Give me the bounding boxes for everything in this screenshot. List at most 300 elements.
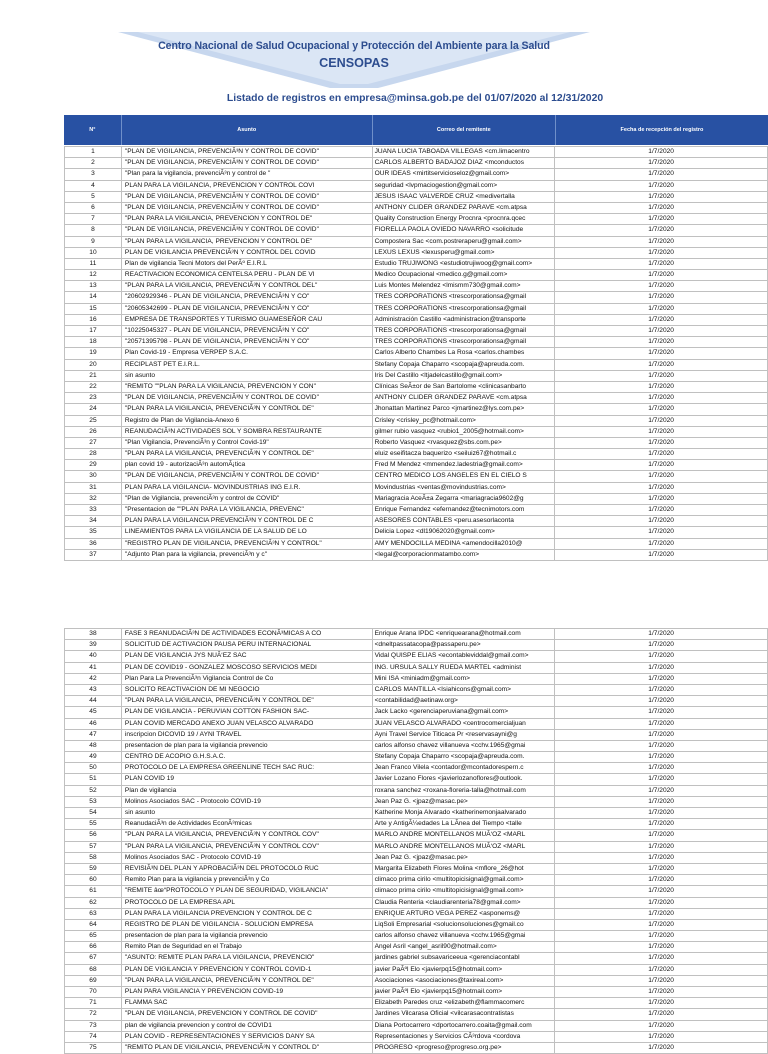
- row-number: 22: [65, 382, 122, 392]
- row-number: 68: [65, 965, 122, 975]
- row-sender: Diana Portocarrero <dportocarrero.coaita@gmail.com: [373, 1021, 556, 1031]
- row-number: 7: [65, 214, 122, 224]
- row-date: 1/7/2020: [555, 763, 768, 773]
- row-subject: "PLAN DE VIGILANCIA, PREVENCIÃ³N Y CONTROL DE COVID": [122, 192, 373, 202]
- table-row: [64, 158, 768, 169]
- table-row: [64, 942, 768, 953]
- row-subject: "PLAN PARA LA VIGILANCIA, PREVENCIÃ³N Y CONTROL DE": [122, 404, 373, 414]
- row-subject: "PLAN DE VIGILANCIA, PREVENCIÃ³N Y CONTROL DE COVID": [122, 147, 373, 157]
- row-subject: Remito Plan de Seguridad en el Trabajo: [122, 942, 373, 952]
- row-date: 1/7/2020: [555, 797, 768, 807]
- row-subject: "PLAN PARA LA VIGILANCIA, PREVENCIÃ³N Y CONTROL COV": [122, 830, 373, 840]
- table-row: [64, 842, 768, 853]
- row-date: 1/7/2020: [555, 998, 768, 1008]
- row-subject: PLAN DE COVID19 - GONZALEZ MOSCOSO SERVICIOS MEDI: [122, 663, 373, 673]
- row-date: 1/7/2020: [555, 147, 768, 157]
- row-subject: EMPRESA DE TRANSPORTES Y TURISMO GUAMESEÑOR CAU: [122, 315, 373, 325]
- row-number: 26: [65, 427, 122, 437]
- table-row: [64, 225, 768, 236]
- row-date: 1/7/2020: [555, 830, 768, 840]
- table-row: [64, 505, 768, 516]
- table-row: [64, 965, 768, 976]
- table-row: [64, 449, 768, 460]
- row-subject: FLAMMA SAC: [122, 998, 373, 1008]
- row-date: 1/7/2020: [555, 416, 768, 426]
- row-date: 1/7/2020: [555, 842, 768, 852]
- row-number: 12: [65, 270, 122, 280]
- row-sender: carlos alfonso chavez villanueva <cchv.1965@gmai: [373, 931, 556, 941]
- table-row: [64, 953, 768, 964]
- row-date: 1/7/2020: [555, 158, 768, 168]
- table-row: [64, 460, 768, 471]
- row-date: 1/7/2020: [555, 315, 768, 325]
- row-subject: sin asunto: [122, 808, 373, 818]
- table-row: [64, 674, 768, 685]
- row-date: 1/7/2020: [555, 360, 768, 370]
- table-row: [64, 663, 768, 674]
- row-number: 14: [65, 292, 122, 302]
- row-subject: Molinos Asociados SAC - Protocolo COVID-19: [122, 853, 373, 863]
- row-number: 33: [65, 505, 122, 515]
- row-subject: REANUDACIÃ³N ACTIVIDADES SOL Y SOMBRA RESTAURANTE: [122, 427, 373, 437]
- row-date: 1/7/2020: [555, 371, 768, 381]
- row-number: 51: [65, 774, 122, 784]
- row-subject: "ASUNTO: REMITE PLAN PARA LA VIGILANCIA, PREVENCIO": [122, 953, 373, 963]
- row-date: 1/7/2020: [555, 1021, 768, 1031]
- row-subject: Plan de vigilancia Tecni Motors del PerÃº E.I.R.L: [122, 259, 373, 269]
- row-subject: REACTIVACION ECONOMICA CENTELSA PERU - PLAN DE VI: [122, 270, 373, 280]
- row-subject: "PLAN PARA LA VIGILANCIA, PREVENCIÃ³N Y CONTROL DE": [122, 696, 373, 706]
- row-date: 1/7/2020: [555, 214, 768, 224]
- row-sender: CARLOS MANTILLA <Isiahicons@gmail.com>: [373, 685, 556, 695]
- row-sender: Carlos Alberto Chambes La Rosa <carlos.chambes: [373, 348, 556, 358]
- row-subject: Remito Plan para la vigilancia y prevenciÃ³n y Co: [122, 875, 373, 885]
- row-date: 1/7/2020: [555, 1009, 768, 1019]
- table-row: [64, 516, 768, 527]
- table-row: [64, 438, 768, 449]
- row-number: 44: [65, 696, 122, 706]
- row-date: 1/7/2020: [555, 853, 768, 863]
- row-number: 38: [65, 629, 122, 639]
- row-sender: TRES CORPORATIONS <trescorporationsa@gmail: [373, 304, 556, 314]
- row-sender: JESUS ISAAC VALVERDE CRUZ <medivertalla: [373, 192, 556, 202]
- row-number: 34: [65, 516, 122, 526]
- column-header-subject: Asunto: [122, 115, 373, 145]
- row-subject: "PLAN DE VIGILANCIA, PREVENCIÃ³N Y CONTROL DE COVID": [122, 158, 373, 168]
- row-sender: Enrique Fernandez <efernandez@tecnimotors.com: [373, 505, 556, 515]
- row-sender: CENTRO MEDICO LOS ANGELES EN EL CIELO S: [373, 471, 556, 481]
- row-sender: LiqSoli Empresarial <solucionsoluciones@gmail.co: [373, 920, 556, 930]
- row-sender: jardines gabriel subsavariceeua <gerenciacontabl: [373, 953, 556, 963]
- row-date: 1/7/2020: [555, 685, 768, 695]
- row-date: 1/7/2020: [555, 550, 768, 560]
- row-sender: Arte y AntigÃ¼edades La LÃnea del Tiempo <talle: [373, 819, 556, 829]
- row-date: 1/7/2020: [555, 326, 768, 336]
- row-number: 72: [65, 1009, 122, 1019]
- table-row: [64, 886, 768, 897]
- table-row: [64, 494, 768, 505]
- listing-title: Listado de registros en empresa@minsa.gob.pe del 01/07/2020 al 12/31/2020: [226, 93, 604, 104]
- row-sender: CARLOS ALBERTO BADAJOZ DIAZ <mconductos: [373, 158, 556, 168]
- table-row: [64, 248, 768, 259]
- table-row: [64, 976, 768, 987]
- row-number: 17: [65, 326, 122, 336]
- row-subject: "Presentacion de ""PLAN PARA LA VIGILANCIA, PREVENC": [122, 505, 373, 515]
- row-date: 1/7/2020: [555, 449, 768, 459]
- table-row: [64, 326, 768, 337]
- row-date: 1/7/2020: [555, 516, 768, 526]
- table-row: [64, 1009, 768, 1020]
- row-date: 1/7/2020: [555, 203, 768, 213]
- row-number: 43: [65, 685, 122, 695]
- row-subject: "10225045327 - PLAN DE VIGILANCIA, PREVENCIÃ³N Y CO": [122, 326, 373, 336]
- row-sender: eluiz eseifitacza baquerizo <seiluiz67@hotmail.c: [373, 449, 556, 459]
- row-sender: Stefany Copaja Chaparro <scopaja@apreuda.com.: [373, 752, 556, 762]
- row-date: 1/7/2020: [555, 953, 768, 963]
- row-sender: Representaciones y Servicios CÃ³rdova <cordova: [373, 1032, 556, 1042]
- row-subject: Registro de Plan de Vigilancia-Anexo 6: [122, 416, 373, 426]
- institution-acronym: CENSOPAS: [319, 56, 389, 70]
- row-date: 1/7/2020: [555, 494, 768, 504]
- row-subject: PLAN COVID MERCADO ANEXO JUAN VELASCO ALVARADO: [122, 719, 373, 729]
- table-row: [64, 483, 768, 494]
- row-number: 2: [65, 158, 122, 168]
- row-date: 1/7/2020: [555, 741, 768, 751]
- row-date: 1/7/2020: [555, 696, 768, 706]
- row-date: 1/7/2020: [555, 707, 768, 717]
- row-sender: ANTHONY CLIDER GRANDEZ PARAVE <cm.atpsa: [373, 203, 556, 213]
- row-sender: Fred M Mendez <mmendez.ladestria@gmail.com>: [373, 460, 556, 470]
- table-row: [64, 1021, 768, 1032]
- row-number: 64: [65, 920, 122, 930]
- table-row: [64, 819, 768, 830]
- row-date: 1/7/2020: [555, 1032, 768, 1042]
- column-header-sender: Correo del remitente: [373, 115, 556, 145]
- row-subject: PLAN COVID - REPRESENTACIONES Y SERVICIOS DANY SA: [122, 1032, 373, 1042]
- row-date: 1/7/2020: [555, 483, 768, 493]
- row-date: 1/7/2020: [555, 864, 768, 874]
- row-sender: Jack Lacko <gerenciaperuviana@gmail.com>: [373, 707, 556, 717]
- row-subject: "REMITE âœ“PROTOCOLO Y PLAN DE SEGURIDAD, VIGILANCIA": [122, 886, 373, 896]
- row-subject: SOLICITUD DE ACTIVACION PAUSA PERU INTERNACIONAL: [122, 640, 373, 650]
- row-number: 24: [65, 404, 122, 414]
- row-subject: PLAN DE VIGILANCIA PREVENCIÃ³N Y CONTROL DEL COVID: [122, 248, 373, 258]
- row-sender: Jhonattan Martinez Parco <jmartinez@lys.com.pe>: [373, 404, 556, 414]
- table-row: [64, 730, 768, 741]
- row-subject: PLAN PARA VIGILANCIA Y PREVENCION COVID-19: [122, 987, 373, 997]
- row-sender: Jean Paz G. <jpaz@masac.pe>: [373, 853, 556, 863]
- row-subject: "PLAN PARA LA VIGILANCIA, PREVENCIÃ³N Y CONTROL DE": [122, 976, 373, 986]
- table-row: [64, 427, 768, 438]
- row-number: 60: [65, 875, 122, 885]
- table-row: [64, 741, 768, 752]
- row-sender: Quality Construction Energy Procnra <procnra.qcec: [373, 214, 556, 224]
- row-date: 1/7/2020: [555, 237, 768, 247]
- row-sender: TRES CORPORATIONS <trescorporationsa@gmail: [373, 337, 556, 347]
- row-subject: PLAN PARA LA VIGILANCIA PREVENCIÃ³N Y CONTROL DE C: [122, 516, 373, 526]
- row-subject: REVISIÃ³N DEL PLAN Y APROBACIÃ³N DEL PROTOCOLO RUC: [122, 864, 373, 874]
- row-sender: javier PaÃºl Elo <javierpq15@hotmail.com>: [373, 965, 556, 975]
- row-number: 30: [65, 471, 122, 481]
- row-number: 16: [65, 315, 122, 325]
- row-date: 1/7/2020: [555, 270, 768, 280]
- table-row: [64, 382, 768, 393]
- row-date: 1/7/2020: [555, 404, 768, 414]
- table-row: [64, 192, 768, 203]
- row-number: 74: [65, 1032, 122, 1042]
- row-number: 56: [65, 830, 122, 840]
- row-sender: Clínicas SeÃ±or de San Bartolome <clinicasanbarto: [373, 382, 556, 392]
- row-number: 67: [65, 953, 122, 963]
- row-subject: SOLICITO REACTIVACION DE MI NEGOCIO: [122, 685, 373, 695]
- row-subject: "REMITO ""PLAN PARA LA VIGILANCIA, PREVENCION Y CON": [122, 382, 373, 392]
- row-date: 1/7/2020: [555, 898, 768, 908]
- records-table-part-1: [64, 146, 768, 561]
- table-row: [64, 237, 768, 248]
- row-subject: "PLAN PARA LA VIGILANCIA, PREVENCION Y CONTROL DE": [122, 214, 373, 224]
- table-row: [64, 1032, 768, 1043]
- row-number: 6: [65, 203, 122, 213]
- row-sender: Javier Lozano Flores <javierlozanoflores@outlook.: [373, 774, 556, 784]
- table-row: [64, 830, 768, 841]
- table-row: [64, 281, 768, 292]
- row-number: 27: [65, 438, 122, 448]
- table-row: [64, 214, 768, 225]
- row-subject: FASE 3 REANUDACIÃ³N DE ACTIVIDADES ECONÃ³MICAS A CO: [122, 629, 373, 639]
- row-date: 1/7/2020: [555, 259, 768, 269]
- table-row: [64, 752, 768, 763]
- row-sender: MARLO ANDRE MONTELLANOS MUÃ‘OZ <MARL: [373, 842, 556, 852]
- row-subject: plan covid 19 - autorizaciÃ³n automÃ¡tica: [122, 460, 373, 470]
- row-sender: Administración Castillo <administracion@transporte: [373, 315, 556, 325]
- row-sender: Movindustrias <ventas@movindustrias.com>: [373, 483, 556, 493]
- row-number: 71: [65, 998, 122, 1008]
- row-number: 58: [65, 853, 122, 863]
- row-sender: Margarita Elizabeth Flores Molina <mflore_26@hot: [373, 864, 556, 874]
- row-number: 40: [65, 651, 122, 661]
- table-row: [64, 853, 768, 864]
- row-sender: JUAN VELASCO ALVARADO <centrocomercialjuan: [373, 719, 556, 729]
- row-subject: "PLAN DE VIGILANCIA, PREVENCION Y CONTROL DE COVID": [122, 1009, 373, 1019]
- table-row: [64, 987, 768, 998]
- row-number: 35: [65, 527, 122, 537]
- row-sender: TRES CORPORATIONS <trescorporationsa@gmail: [373, 292, 556, 302]
- row-date: 1/7/2020: [555, 181, 768, 191]
- row-number: 57: [65, 842, 122, 852]
- row-subject: "Plan Vigilancia, PrevenciÃ³n y Control Covid-19": [122, 438, 373, 448]
- row-number: 47: [65, 730, 122, 740]
- row-sender: Katherine Monja Alvarado <katherinemonjaalvarado: [373, 808, 556, 818]
- column-header-date: Fecha de recepción del registro: [620, 127, 704, 133]
- row-number: 69: [65, 976, 122, 986]
- row-sender: Jean Paz G. <jpaz@masac.pe>: [373, 797, 556, 807]
- row-subject: "Plan de Vigilancia, prevenciÃ³n y control de COVID": [122, 494, 373, 504]
- row-number: 10: [65, 248, 122, 258]
- row-sender: Iris Del Castillo <ltjadelcastillo@gmail.com>: [373, 371, 556, 381]
- row-date: 1/7/2020: [555, 427, 768, 437]
- row-subject: "PLAN DE VIGILANCIA, PREVENCIÃ³N Y CONTROL DE COVID": [122, 203, 373, 213]
- row-subject: PLAN PARA LA VIGILANCIA, PREVENCION Y CONTROL COVI: [122, 181, 373, 191]
- row-subject: Plan Para La PrevenciÃ³n Vigilancia Control de Co: [122, 674, 373, 684]
- row-sender: Luis Montes Melendez <lmismm730@gmail.com>: [373, 281, 556, 291]
- row-date: 1/7/2020: [555, 527, 768, 537]
- row-number: 32: [65, 494, 122, 504]
- row-number: 31: [65, 483, 122, 493]
- row-number: 46: [65, 719, 122, 729]
- row-sender: gilmer rubio vasquez <rubio1_2005@hotmail.com>: [373, 427, 556, 437]
- table-row: [64, 203, 768, 214]
- table-row: [64, 337, 768, 348]
- row-subject: "Adjunto Plan para la vigilancia, prevenciÃ³n y c": [122, 550, 373, 560]
- row-date: 1/7/2020: [555, 774, 768, 784]
- row-sender: JUANA LUCIA TABOADA VILLEGAS <cm.limacentro: [373, 147, 556, 157]
- row-subject: "PLAN PARA LA VIGILANCIA, PREVENCIÃ³N Y CONTROL DE": [122, 449, 373, 459]
- row-date: 1/7/2020: [555, 460, 768, 470]
- row-sender: ENRIQUE ARTURO VEGA PEREZ <asponems@: [373, 909, 556, 919]
- row-date: 1/7/2020: [555, 505, 768, 515]
- row-sender: FIORELLA PAOLA OVIEDO NAVARRO <solicitude: [373, 225, 556, 235]
- row-subject: "PLAN PARA LA VIGILANCIA, PREVENCIÃ³N Y CONTROL DEL": [122, 281, 373, 291]
- row-number: 23: [65, 393, 122, 403]
- row-number: 4: [65, 181, 122, 191]
- row-date: 1/7/2020: [555, 965, 768, 975]
- row-date: 1/7/2020: [555, 987, 768, 997]
- row-sender: Elizabeth Paredes cruz <elizabeth@flammacomerc: [373, 998, 556, 1008]
- table-row: [64, 259, 768, 270]
- row-subject: "20571395798 - PLAN DE VIGILANCIA, PREVENCIÃ³N Y CO": [122, 337, 373, 347]
- row-subject: "PLAN PARA LA VIGILANCIA, PREVENCION Y CONTROL DE": [122, 237, 373, 247]
- table-row: [64, 763, 768, 774]
- row-subject: PROTOCOLO DE LA EMPRESA GREENLINE TECH SAC RUC:: [122, 763, 373, 773]
- table-row: [64, 685, 768, 696]
- row-date: 1/7/2020: [555, 886, 768, 896]
- row-date: 1/7/2020: [555, 382, 768, 392]
- table-row: [64, 931, 768, 942]
- row-number: 1: [65, 147, 122, 157]
- row-date: 1/7/2020: [555, 931, 768, 941]
- row-sender: carlos alfonso chavez villanueva <cchv.1965@gmai: [373, 741, 556, 751]
- row-subject: "20605342699 - PLAN DE VIGILANCIA, PREVENCIÃ³N Y CO": [122, 304, 373, 314]
- row-number: 73: [65, 1021, 122, 1031]
- row-sender: <legal@corporacionmatambo.com>: [373, 550, 556, 560]
- row-date: 1/7/2020: [555, 248, 768, 258]
- row-date: 1/7/2020: [555, 539, 768, 549]
- row-sender: Vidal QUISPE ELIAS <econtableviddal@gmail.com>: [373, 651, 556, 661]
- row-sender: Asociaciones <asociaciones@taxireal.com>: [373, 976, 556, 986]
- row-subject: presentacion de plan para la vigilancia prevencio: [122, 931, 373, 941]
- row-number: 19: [65, 348, 122, 358]
- row-sender: Claudia Renteria <claudiarenteria78@gmail.com>: [373, 898, 556, 908]
- row-subject: sin asunto: [122, 371, 373, 381]
- row-date: 1/7/2020: [555, 819, 768, 829]
- row-sender: Estudio TRUJIWONG <estudiotrujiwoog@gmail.com>: [373, 259, 556, 269]
- table-header: [64, 115, 768, 145]
- header-banner: [118, 32, 590, 88]
- row-number: 36: [65, 539, 122, 549]
- row-number: 41: [65, 663, 122, 673]
- row-number: 61: [65, 886, 122, 896]
- row-date: 1/7/2020: [555, 651, 768, 661]
- row-date: 1/7/2020: [555, 225, 768, 235]
- row-subject: "PLAN DE VIGILANCIA, PREVENCIÃ³N Y CONTROL DE COVID": [122, 471, 373, 481]
- row-subject: Plan Covid-19 - Empresa VERPEP S.A.C.: [122, 348, 373, 358]
- row-sender: Delicia Lopez <dl19062020@gmail.com>: [373, 527, 556, 537]
- table-row: [64, 393, 768, 404]
- row-date: 1/7/2020: [555, 786, 768, 796]
- table-row: [64, 898, 768, 909]
- row-sender: Angel Asril <angel_asril90@hotmail.com>: [373, 942, 556, 952]
- table-row: [64, 539, 768, 550]
- column-header-number: N°: [64, 115, 122, 145]
- row-date: 1/7/2020: [555, 920, 768, 930]
- row-sender: OUR IDEAS <mirtitservicioseloz@gmail.com>: [373, 169, 556, 179]
- row-sender: PROGRESO <progreso@progreso.org.pe>: [373, 1043, 556, 1053]
- table-row: [64, 416, 768, 427]
- row-date: 1/7/2020: [555, 976, 768, 986]
- row-subject: LINEAMIENTOS PARA LA VIGILANCIA DE LA SALUD DE LO: [122, 527, 373, 537]
- row-subject: PROTOCOLO DE LA EMPRESA APL: [122, 898, 373, 908]
- row-sender: javier PaÃºl Elo <javierpq15@hotmail.com>: [373, 987, 556, 997]
- row-number: 42: [65, 674, 122, 684]
- row-date: 1/7/2020: [555, 471, 768, 481]
- row-date: 1/7/2020: [555, 942, 768, 952]
- row-number: 53: [65, 797, 122, 807]
- row-date: 1/7/2020: [555, 337, 768, 347]
- row-subject: PLAN DE VIGILANCIA JYS NUÃ‘EZ SAC: [122, 651, 373, 661]
- row-sender: Ayni Travel Service Titicaca Pr <reservasayni@g: [373, 730, 556, 740]
- row-sender: Jardines Vilcarasa Oficial <vilcarasacontratistas: [373, 1009, 556, 1019]
- table-row: [64, 404, 768, 415]
- row-number: 63: [65, 909, 122, 919]
- row-number: 70: [65, 987, 122, 997]
- row-date: 1/7/2020: [555, 909, 768, 919]
- row-date: 1/7/2020: [555, 393, 768, 403]
- row-subject: "REMITO PLAN DE VIGILANCIA, PREVENCIÃ³N Y CONTROL D": [122, 1043, 373, 1053]
- table-row: [64, 998, 768, 1009]
- row-date: 1/7/2020: [555, 663, 768, 673]
- row-subject: "REGISTRO PLAN DE VIGILANCIA, PREVENCIÃ³N Y CONTROL": [122, 539, 373, 549]
- row-date: 1/7/2020: [555, 438, 768, 448]
- row-subject: ReanudaciÃ³n de Actividades EconÃ³micas: [122, 819, 373, 829]
- table-row: [64, 808, 768, 819]
- row-number: 39: [65, 640, 122, 650]
- table-row: [64, 371, 768, 382]
- row-subject: PLAN COVID 19: [122, 774, 373, 784]
- table-row: [64, 360, 768, 371]
- row-sender: <contabilidad@aetinaw.org>: [373, 696, 556, 706]
- row-sender: Roberto Vasquez <rvasquez@sbs.com.pe>: [373, 438, 556, 448]
- row-date: 1/7/2020: [555, 674, 768, 684]
- row-number: 50: [65, 763, 122, 773]
- row-sender: <dneltpassatacopa@passaperu.pe>: [373, 640, 556, 650]
- table-row: [64, 550, 768, 561]
- row-number: 21: [65, 371, 122, 381]
- table-row: [64, 707, 768, 718]
- row-number: 20: [65, 360, 122, 370]
- table-row: [64, 292, 768, 303]
- row-subject: PLAN DE VIGILANCIA - PERUVIAN COTTON FASHION SAC-: [122, 707, 373, 717]
- table-row: [64, 1043, 768, 1054]
- row-sender: ANTHONY CLIDER GRANDEZ PARAVE <cm.atpsa: [373, 393, 556, 403]
- row-subject: CENTRO DE ACOPIO G.H.S.A.C.: [122, 752, 373, 762]
- table-row: [64, 640, 768, 651]
- row-subject: plan de vigilancia prevencion y control de COVID1: [122, 1021, 373, 1031]
- row-number: 8: [65, 225, 122, 235]
- row-number: 49: [65, 752, 122, 762]
- row-number: 55: [65, 819, 122, 829]
- row-subject: "Plan para la vigilancia, prevenciÃ³n y control de ": [122, 169, 373, 179]
- table-row: [64, 651, 768, 662]
